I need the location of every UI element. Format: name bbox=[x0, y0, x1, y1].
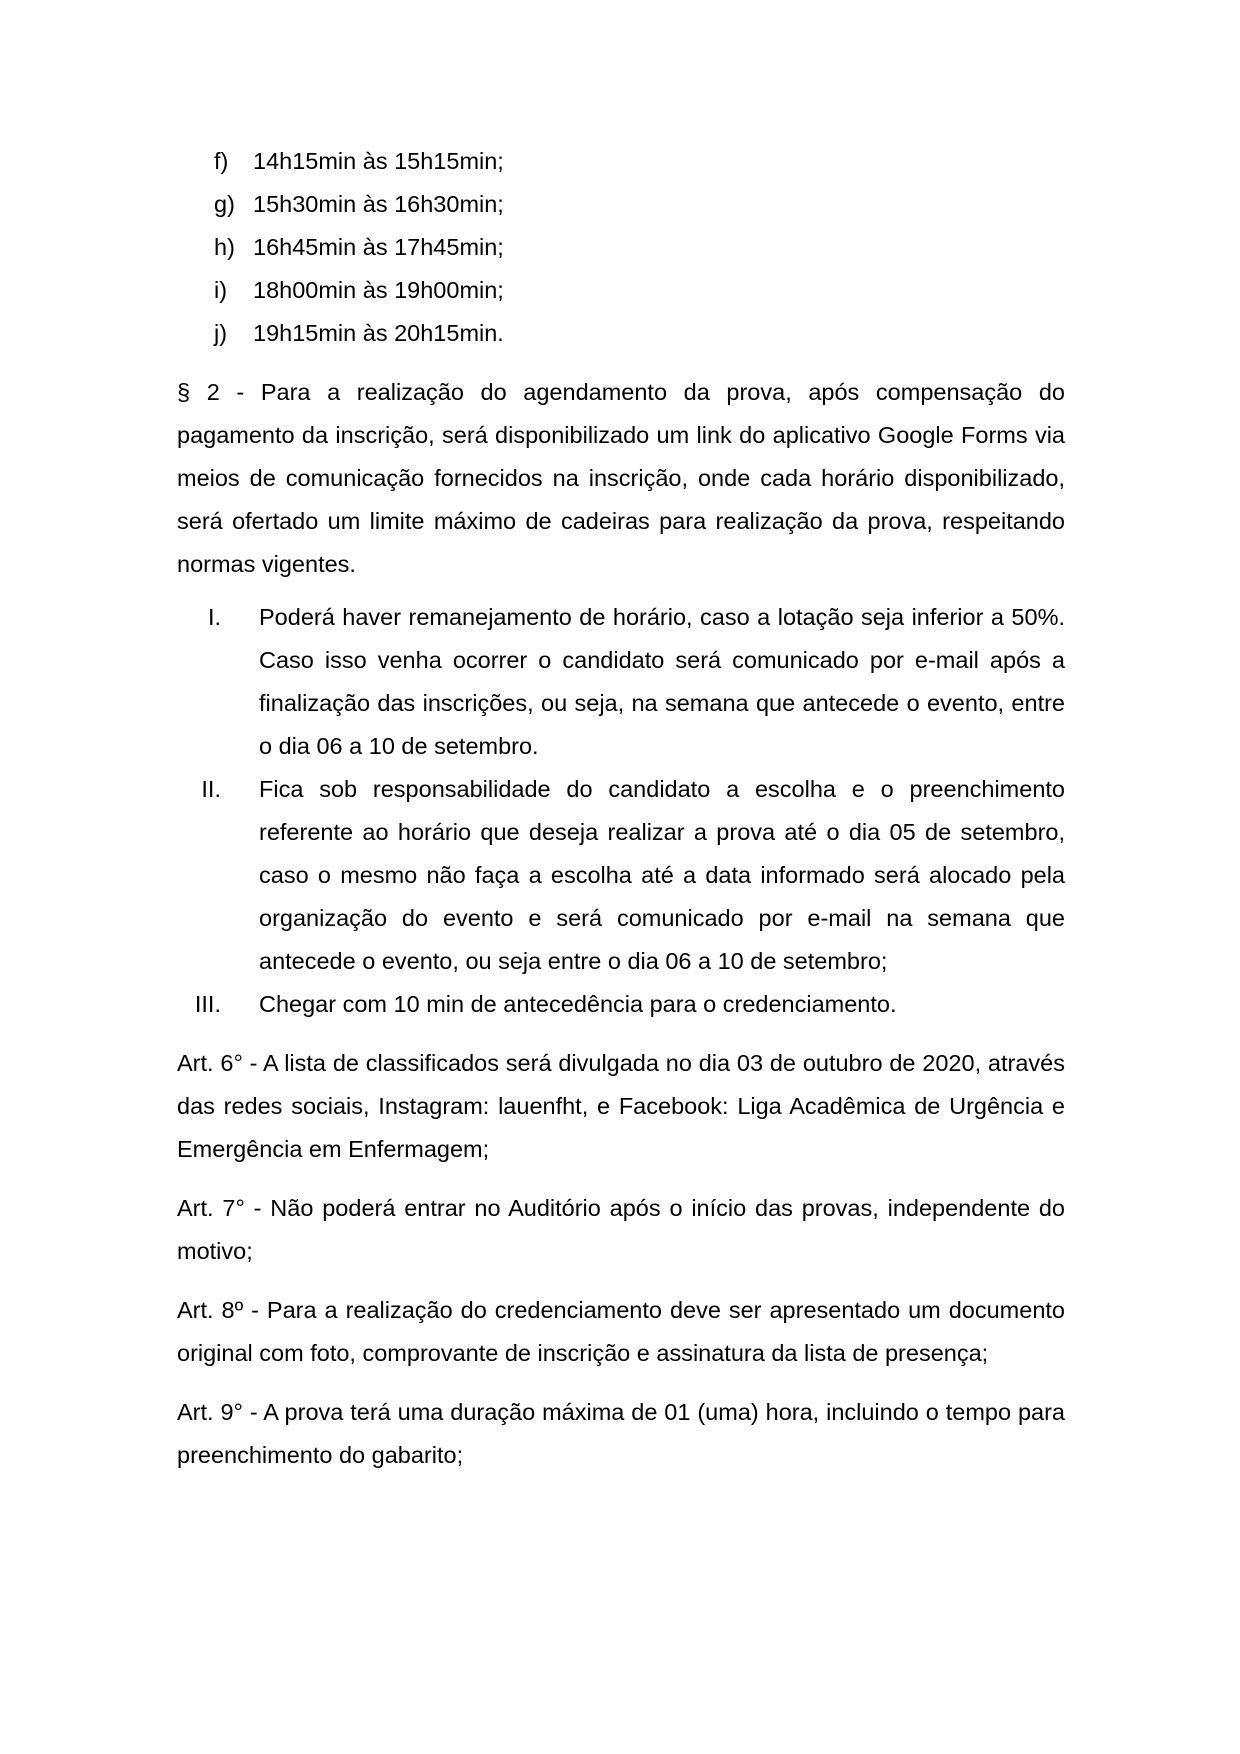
section-2-paragraph: § 2 - Para a realização do agendamento da prova, após compensação do pagamento da inscrição, será disponibilizado um link do aplicativo Google Forms via meios de comunicação fornecidos na inscrição, onde cada horário disponibilizado, será ofertado um limite máximo de cadeiras para realização da prova, respeitando normas vigentes. bbox=[177, 379, 1065, 577]
article-7: Art. 7° - Não poderá entrar no Auditório após o início das provas, independente do motivo; bbox=[177, 1195, 1065, 1264]
list-marker: i) bbox=[214, 277, 228, 303]
schedule-text: 14h15min às 15h15min; bbox=[253, 148, 504, 174]
section-2-item bbox=[177, 596, 1065, 768]
schedule-text: 15h30min às 16h30min; bbox=[253, 191, 504, 217]
schedule-item bbox=[177, 269, 1065, 312]
schedule-item bbox=[177, 140, 1065, 183]
section-2-item-text: Chegar com 10 min de antecedência para o credenciamento. bbox=[259, 991, 897, 1017]
list-marker: j) bbox=[214, 320, 228, 346]
roman-marker: I. bbox=[207, 604, 221, 630]
list-marker: g) bbox=[214, 191, 235, 217]
list-marker: f) bbox=[214, 148, 229, 174]
section-2-item bbox=[177, 768, 1065, 983]
section-2-item bbox=[177, 983, 1065, 1026]
schedule-item bbox=[177, 226, 1065, 269]
roman-marker: III. bbox=[194, 991, 221, 1017]
schedule-list bbox=[177, 140, 1065, 355]
document-page bbox=[177, 140, 1065, 1477]
article-6: Art. 6° - A lista de classificados será divulgada no dia 03 de outubro de 2020, através das redes sociais, Instagram: lauenfht, e Facebook: Liga Acadêmica de Urgência e Emergência em Enfermagem; bbox=[177, 1050, 1065, 1162]
schedule-text: 16h45min às 17h45min; bbox=[253, 234, 504, 260]
section-2-items bbox=[177, 596, 1065, 1026]
schedule-item bbox=[177, 183, 1065, 226]
section-2-item-text: Poderá haver remanejamento de horário, caso a lotação seja inferior a 50%. Caso isso venha ocorrer o candidato será comunicado por e-mail após a finalização das inscrições, ou seja, na semana que antecede o evento, entre o dia 06 a 10 de setembro. bbox=[259, 604, 1065, 759]
article-8: Art. 8º - Para a realização do credenciamento deve ser apresentado um documento original com foto, comprovante de inscrição e assinatura da lista de presença; bbox=[177, 1297, 1065, 1366]
schedule-text: 18h00min às 19h00min; bbox=[253, 277, 504, 303]
list-marker: h) bbox=[214, 234, 235, 260]
schedule-text: 19h15min às 20h15min. bbox=[253, 320, 504, 346]
roman-marker: II. bbox=[201, 776, 221, 802]
section-2-item-text: Fica sob responsabilidade do candidato a escolha e o preenchimento referente ao horário que deseja realizar a prova até o dia 05 de setembro, caso o mesmo não faça a escolha até a data informado será alocado pela organização do evento e será comunicado por e-mail na semana que antecede o evento, ou seja entre o dia 06 a 10 de setembro; bbox=[259, 776, 1065, 974]
article-9: Art. 9° - A prova terá uma duração máxima de 01 (uma) hora, incluindo o tempo para preenchimento do gabarito; bbox=[177, 1399, 1065, 1468]
schedule-item bbox=[177, 312, 1065, 355]
